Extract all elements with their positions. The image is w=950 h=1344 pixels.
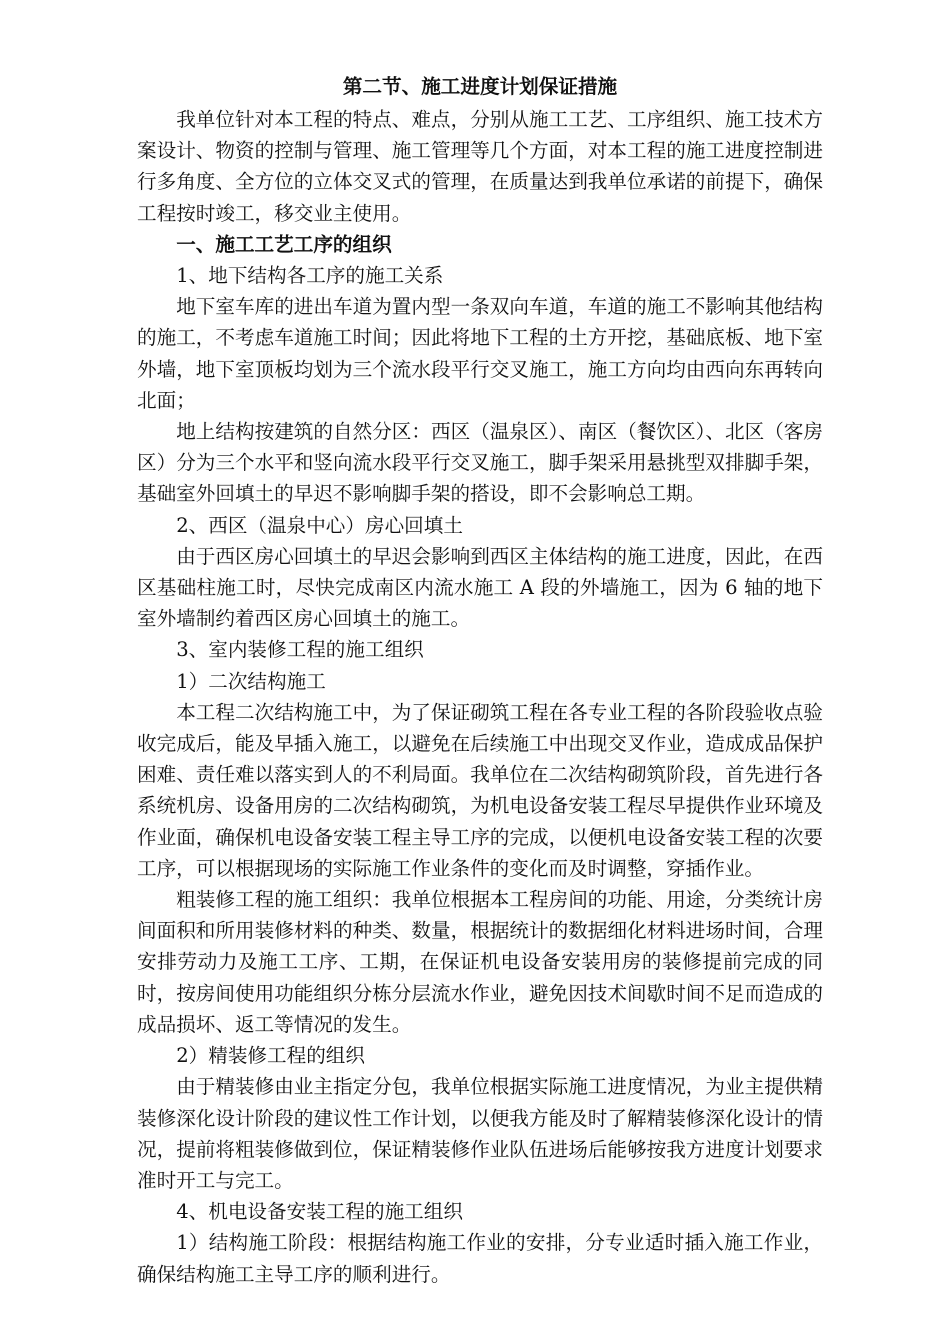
paragraph-fine-decoration: 由于精装修由业主指定分包，我单位根据实际施工进度情况，为业主提供精装修深化设计阶段的建议性工作计划，以便我方能及时了解精装修深化设计的情况，提前将粗装修做到位，保证精装修作业队伍进场后能够按我方进度计划要求准时开工与完工。 [137,1075,823,1192]
subheading-underground-structure: 1、地下结构各工序的施工关系 [176,264,444,288]
paragraph-structure-stage: 1）结构施工阶段：根据结构施工作业的安排，分专业适时插入施工作业，确保结构施工主导工序的顺利进行。 [137,1231,823,1286]
paragraph-rough-decoration: 粗装修工程的施工组织：我单位根据本工程房间的功能、用途，分类统计房间面积和所用装修材料的种类、数量，根据统计的数据细化材料进场时间，合理安排劳动力及施工工序、工期，在保证机电设备安装用房的装修提前完成的同时，按房间使用功能组织分栋分层流水作业，避免因技术间歇时间不足而造成的成品损坏、返工等情况的发生。 [137,888,823,1036]
subheading-mep-installation: 4、机电设备安装工程的施工组织 [176,1200,463,1224]
paragraph-secondary-structure: 本工程二次结构施工中，为了保证砌筑工程在各专业工程的各阶段验收点验收完成后，能及早插入施工，以避免在后续施工中出现交叉作业，造成成品保护困难、责任难以落实到人的不利局面。我单位在二次结构砌筑阶段，首先进行各系统机房、设备用房的二次结构砌筑，为机电设备安装工程尽早提供作业环境及作业面，确保机电设备安装工程主导工序的完成，以便机电设备安装工程的次要工序，可以根据现场的实际施工作业条件的变化而及时调整，穿插作业。 [137,700,823,880]
intro-paragraph: 我单位针对本工程的特点、难点，分别从施工工艺、工序组织、施工技术方案设计、物资的控制与管理、施工管理等几个方面，对本工程的施工进度控制进行多角度、全方位的立体交叉式的管理，在质量达到我单位承诺的前提下，确保工程按时竣工，移交业主使用。 [137,108,823,225]
subheading-interior-decoration: 3、室内装修工程的施工组织 [176,638,424,662]
subheading-fine-decoration: 2）精装修工程的组织 [176,1044,365,1068]
paragraph-west-backfill: 由于西区房心回填土的早迟会影响到西区主体结构的施工进度，因此，在西区基础柱施工时，尽快完成南区内流水施工 A 段的外墙施工，因为 6 轴的地下室外墙制约着西区房心回填土的施工。 [137,544,823,631]
subheading-secondary-structure: 1）二次结构施工 [176,669,326,693]
paragraph-basement-garage: 地下室车库的进出车道为置内型一条双向车道，车道的施工不影响其他结构的施工，不考虑车道施工时间；因此将地下工程的土方开挖，基础底板、地下室外墙，地下室顶板均划为三个流水段平行交叉施工，施工方向均由西向东再转向北面； [137,295,823,412]
section-title: 第二节、施工进度计划保证措施 [342,75,618,98]
paragraph-above-ground-structure: 地上结构按建筑的自然分区：西区（温泉区）、南区（餐饮区）、北区（客房区）分为三个水平和竖向流水段平行交叉施工，脚手架采用悬挑型双排脚手架，基础室外回填土的早迟不影响脚手架的搭设，即不会影响总工期。 [137,420,823,506]
subheading-west-backfill: 2、西区（温泉中心）房心回填土 [176,513,463,537]
heading-process-organization: 一、施工工艺工序的组织 [176,232,392,256]
document-page [137,70,823,1290]
